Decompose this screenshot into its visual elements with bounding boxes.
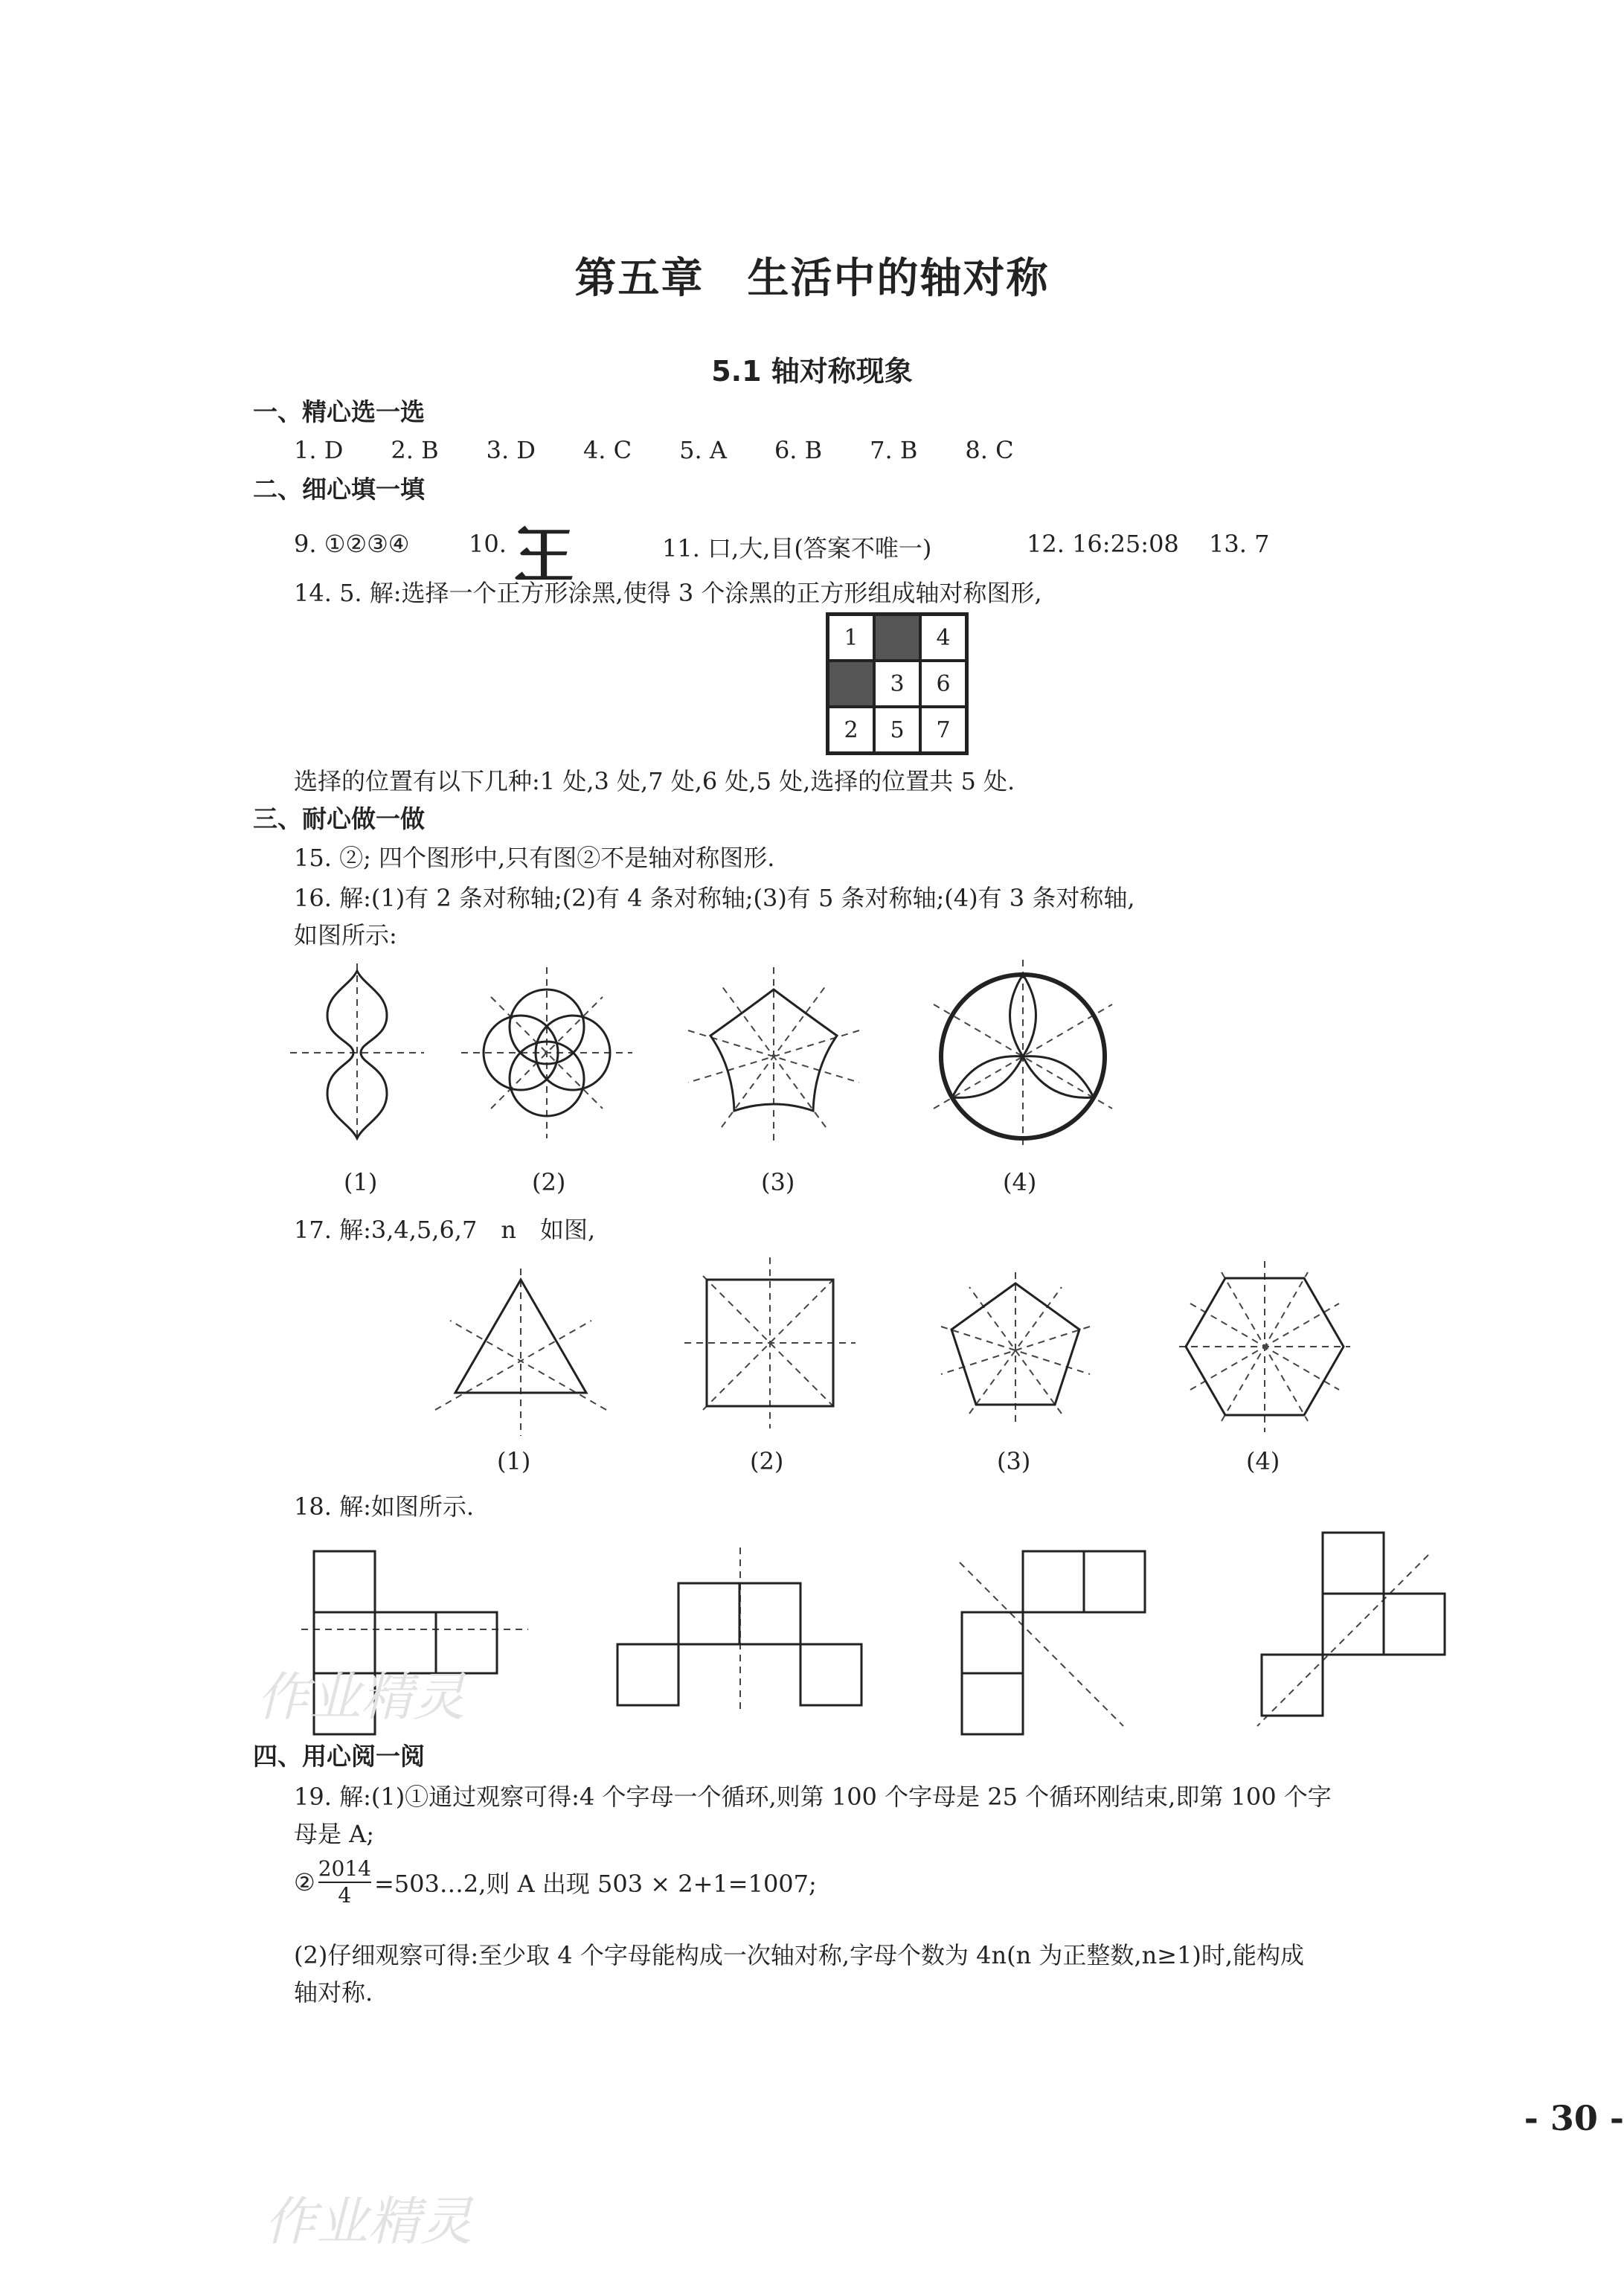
q17-figures bbox=[431, 1257, 1399, 1436]
watermark-2: 作业精灵 bbox=[264, 2191, 472, 2252]
choice-answers: 1. D 2. B 3. D 4. C 5. A 6. B 7. B 8. C bbox=[294, 436, 1014, 464]
answer-19-line1: 19. 解:(1)①通过观察可得:4 个字母一个循环,则第 100 个字母是 25 个循环刚结束,即第 100 个字 bbox=[294, 1783, 1332, 1811]
grid-cell: 4 bbox=[920, 615, 966, 661]
fraction bbox=[318, 1856, 371, 1908]
answer-19-line4: (2)仔细观察可得:至少取 4 个字母能构成一次轴对称,字母个数为 4n(n 为正整数,n≥1)时,能构成 bbox=[294, 1941, 1305, 1969]
q16-figure-4 bbox=[934, 960, 1112, 1149]
answer-19-line3-text: =503…2,则 A 出现 503 × 2+1=1007; bbox=[373, 1870, 817, 1898]
section-heading-3: 三、耐心做一做 bbox=[253, 804, 425, 833]
section-heading-1: 一、精心选一选 bbox=[253, 397, 425, 426]
grid-cell-shaded bbox=[828, 661, 874, 707]
answer-16-line2: 如图所示: bbox=[294, 921, 397, 949]
page-number: - 30 - bbox=[1524, 2098, 1624, 2138]
q16-figure-1 bbox=[290, 963, 424, 1142]
grid-cell: 7 bbox=[920, 707, 966, 753]
grid-cell: 2 bbox=[828, 707, 874, 753]
answer-12: 12. 16:25:08 bbox=[1027, 530, 1179, 558]
answer-13: 13. 7 bbox=[1209, 530, 1270, 558]
answer-16-line1: 16. 解:(1)有 2 条对称轴;(2)有 4 条对称轴;(3)有 5 条对称轴;(4)有 3 条对称轴, bbox=[294, 884, 1135, 912]
q16-caption-1: (1) bbox=[344, 1168, 378, 1196]
answer-18: 18. 解:如图所示. bbox=[294, 1492, 475, 1521]
grid-cell: 3 bbox=[874, 661, 920, 707]
q17-hexagon bbox=[1179, 1261, 1350, 1432]
q16-caption-4: (4) bbox=[1003, 1168, 1037, 1196]
q16-figure-3 bbox=[688, 967, 859, 1146]
grid-cell: 6 bbox=[920, 661, 966, 707]
section-heading-4: 四、用心阅一阅 bbox=[253, 1742, 425, 1771]
chapter-title: 第五章 生活中的轴对称 bbox=[574, 254, 1050, 303]
q17-pentagon bbox=[941, 1272, 1090, 1425]
answer-15: 15. ②; 四个图形中,只有图②不是轴对称图形. bbox=[294, 844, 775, 872]
grid-cell-shaded bbox=[874, 615, 920, 661]
q17-caption-2: (2) bbox=[750, 1447, 784, 1475]
q14-grid bbox=[826, 612, 969, 755]
answer-11: 11. 口,大,目(答案不唯一) bbox=[662, 534, 932, 562]
answer-19-line3 bbox=[294, 1856, 817, 1908]
watermark-1: 作业精灵 bbox=[257, 1667, 465, 1728]
answer-19-marker: ② bbox=[294, 1868, 315, 1896]
answer-14: 14. 5. 解:选择一个正方形涂黑,使得 3 个涂黑的正方形组成轴对称图形, bbox=[294, 579, 1042, 607]
fraction-denominator: 4 bbox=[338, 1883, 352, 1908]
answer-17: 17. 解:3,4,5,6,7 n 如图, bbox=[294, 1216, 596, 1244]
answer-19-line5: 轴对称. bbox=[294, 1978, 373, 2007]
section-title: 5.1 轴对称现象 bbox=[711, 355, 913, 388]
fraction-numerator: 2014 bbox=[318, 1856, 371, 1883]
q18-figure-4 bbox=[1257, 1533, 1445, 1726]
q18-figure-2 bbox=[617, 1548, 861, 1711]
q17-caption-3: (3) bbox=[997, 1447, 1031, 1475]
answer-9: 9. ①②③④ bbox=[294, 530, 410, 558]
answer-14-result: 选择的位置有以下几种:1 处,3 处,7 处,6 处,5 处,选择的位置共 5 处. bbox=[294, 767, 1015, 795]
q18-figure-3 bbox=[960, 1551, 1145, 1734]
q17-square bbox=[684, 1257, 856, 1428]
answer-10-label: 10. bbox=[469, 530, 507, 558]
grid-cell: 5 bbox=[874, 707, 920, 753]
q16-caption-2: (2) bbox=[532, 1168, 566, 1196]
answer-10-mirrored-glyph: 王 bbox=[513, 521, 575, 591]
q17-caption-4: (4) bbox=[1246, 1447, 1280, 1475]
q17-triangle bbox=[435, 1269, 606, 1436]
q16-figures bbox=[283, 956, 1161, 1149]
grid-cell: 1 bbox=[828, 615, 874, 661]
section-heading-2: 二、细心填一填 bbox=[253, 475, 425, 504]
q16-figure-2 bbox=[461, 967, 632, 1138]
q17-caption-1: (1) bbox=[497, 1447, 531, 1475]
q16-caption-3: (3) bbox=[761, 1168, 795, 1196]
answer-19-line2: 母是 A; bbox=[294, 1820, 375, 1848]
